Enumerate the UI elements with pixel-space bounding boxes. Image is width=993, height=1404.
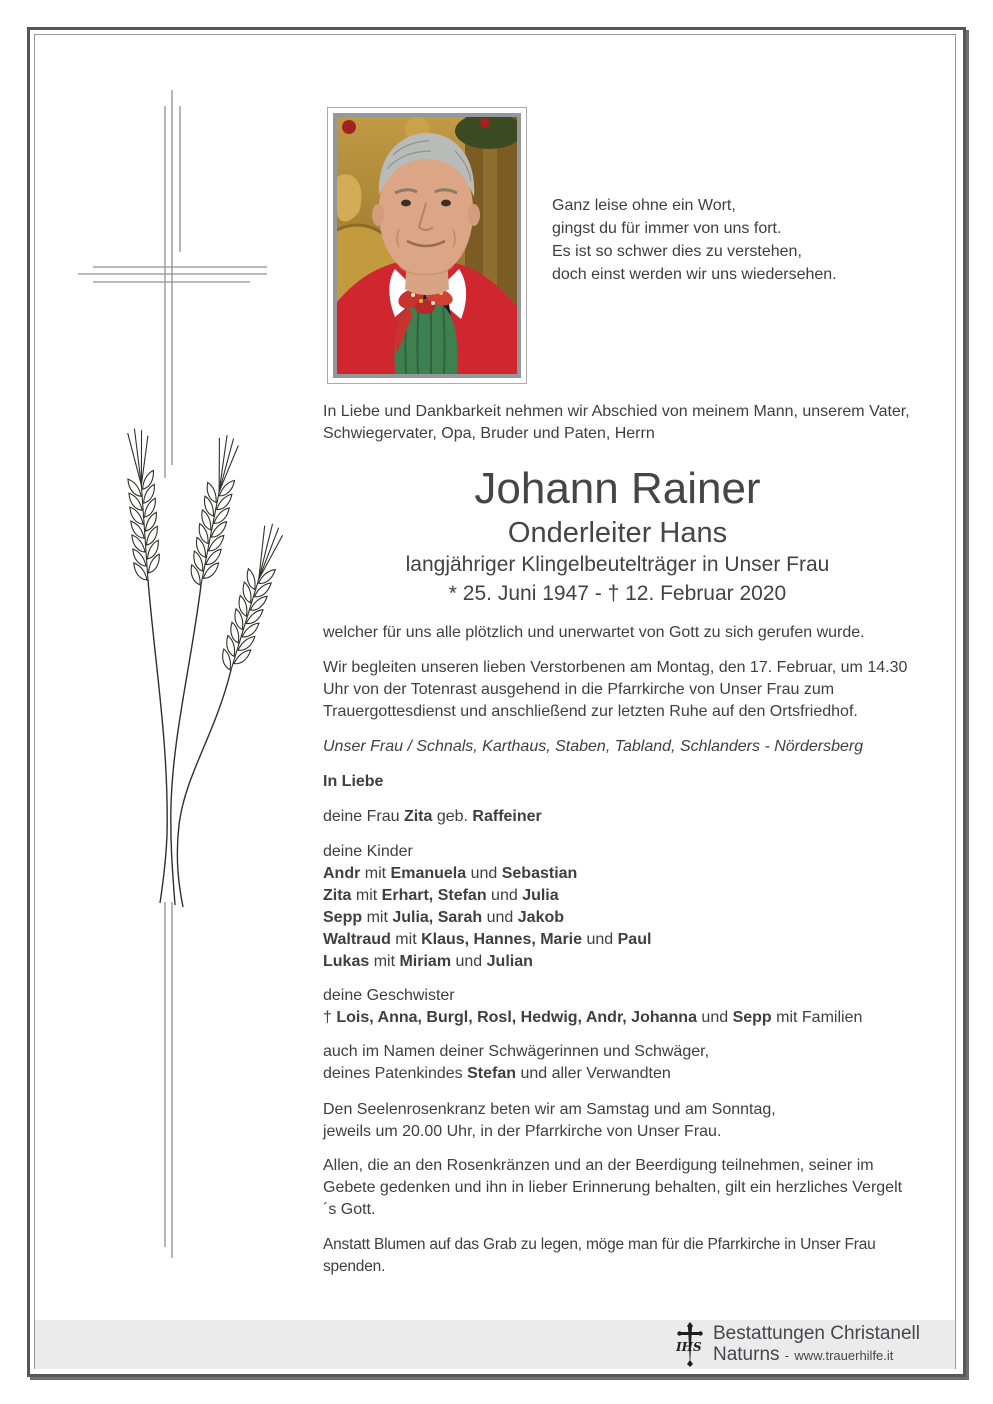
- funeral-home-location-line: [713, 1344, 920, 1366]
- funeral-home-text: [713, 1323, 920, 1366]
- thanks-paragraph: Allen, die an den Rosenkränzen und an der Beerdigung teilnehmen, seiner im Gebete gedenken und ihn in lieber Erinnerung behalten, gilt ein herzliches Vergelt´s Gott.: [323, 1157, 903, 1218]
- donation-line: Anstatt Blumen auf das Grab zu legen, möge man für die Pfarrkirche in Unser Frau spenden.: [323, 1236, 876, 1275]
- children-header: deine Kinder: [323, 843, 413, 860]
- svg-text:IHS: IHS: [675, 1340, 702, 1354]
- ihs-cross-icon: [676, 1322, 704, 1367]
- poem-line: Ganz leise ohne ein Wort,: [552, 197, 736, 214]
- child-line: Sepp mit Julia, Sarah und Jakob: [323, 909, 565, 926]
- siblings-header: deine Geschwister: [323, 987, 455, 1004]
- child-line: Lukas mit Miriam und Julian: [323, 953, 533, 970]
- child-line: Zita mit Erhart, Stefan und Julia: [323, 887, 559, 904]
- funeral-home-logo: [676, 1322, 920, 1367]
- portrait-photo: [333, 113, 521, 378]
- poem-line: gingst du für immer von uns fort.: [552, 220, 782, 237]
- funeral-home-name: Bestattungen Christanell: [712, 1323, 920, 1344]
- also-block: [323, 1041, 912, 1085]
- children-block: [323, 841, 912, 973]
- wife-line: deine Frau Zita geb. Raffeiner: [323, 808, 542, 825]
- deceased-role: langjähriger Klingelbeutelträger in Unser Frau: [405, 553, 830, 576]
- footer-website: www.trauerhilfe.it: [794, 1348, 894, 1363]
- in-love-line: In Liebe: [323, 773, 384, 790]
- poem: [552, 194, 837, 286]
- portrait-photo-frame: [327, 107, 527, 384]
- called-paragraph: welcher für uns alle plötzlich und unerwartet von Gott zu sich gerufen wurde.: [323, 624, 865, 641]
- wheat-icon: [103, 405, 283, 910]
- rosary-line: Den Seelenrosenkranz beten wir am Samstag und am Sonntag,: [323, 1101, 776, 1118]
- also-line: auch im Namen deiner Schwägerinnen und Schwäger,: [323, 1043, 710, 1060]
- poem-line: Es ist so schwer dies zu verstehen,: [552, 243, 802, 260]
- deceased-dates: * 25. Juni 1947 - † 12. Februar 2020: [448, 582, 787, 605]
- funeral-home-location: Naturns: [712, 1344, 780, 1365]
- child-line: Andr mit Emanuela und Sebastian: [323, 865, 578, 882]
- child-line: Waltraud mit Klaus, Hannes, Marie und Paul: [323, 931, 652, 948]
- main-text-column: [323, 401, 912, 1291]
- also-line: deines Patenkindes Stefan und aller Verwandten: [323, 1065, 671, 1082]
- places-line: Unser Frau / Schnals, Karthaus, Staben, Tabland, Schlanders - Nördersberg: [323, 738, 864, 755]
- intro-paragraph: In Liebe und Dankbarkeit nehmen wir Abschied von meinem Mann, unserem Vater, Schwiegervater, Opa, Bruder und Paten, Herrn: [323, 403, 910, 442]
- siblings-block: [323, 985, 912, 1029]
- rosary-block: [323, 1099, 912, 1143]
- funeral-paragraph: Wir begleiten unseren lieben Verstorbenen am Montag, den 17. Februar, um 14.30 Uhr von der Totenrast ausgehend in die Pfarrkirche von Unser Frau zum Trauergottesdienst und anschließend zur letzten Ruhe auf den Ortsfriedhof.: [323, 659, 908, 720]
- rosary-line: jeweils um 20.00 Uhr, in der Pfarrkirche von Unser Frau.: [323, 1123, 722, 1140]
- footer-separator: -: [784, 1348, 790, 1363]
- deceased-byname: Onderleiter Hans: [507, 517, 728, 549]
- siblings-line: † Lois, Anna, Burgl, Rosl, Hedwig, Andr, Johanna und Sepp mit Familien: [323, 1009, 863, 1026]
- deceased-name: Johann Rainer: [474, 464, 761, 513]
- poem-line: doch einst werden wir uns wiedersehen.: [552, 266, 837, 283]
